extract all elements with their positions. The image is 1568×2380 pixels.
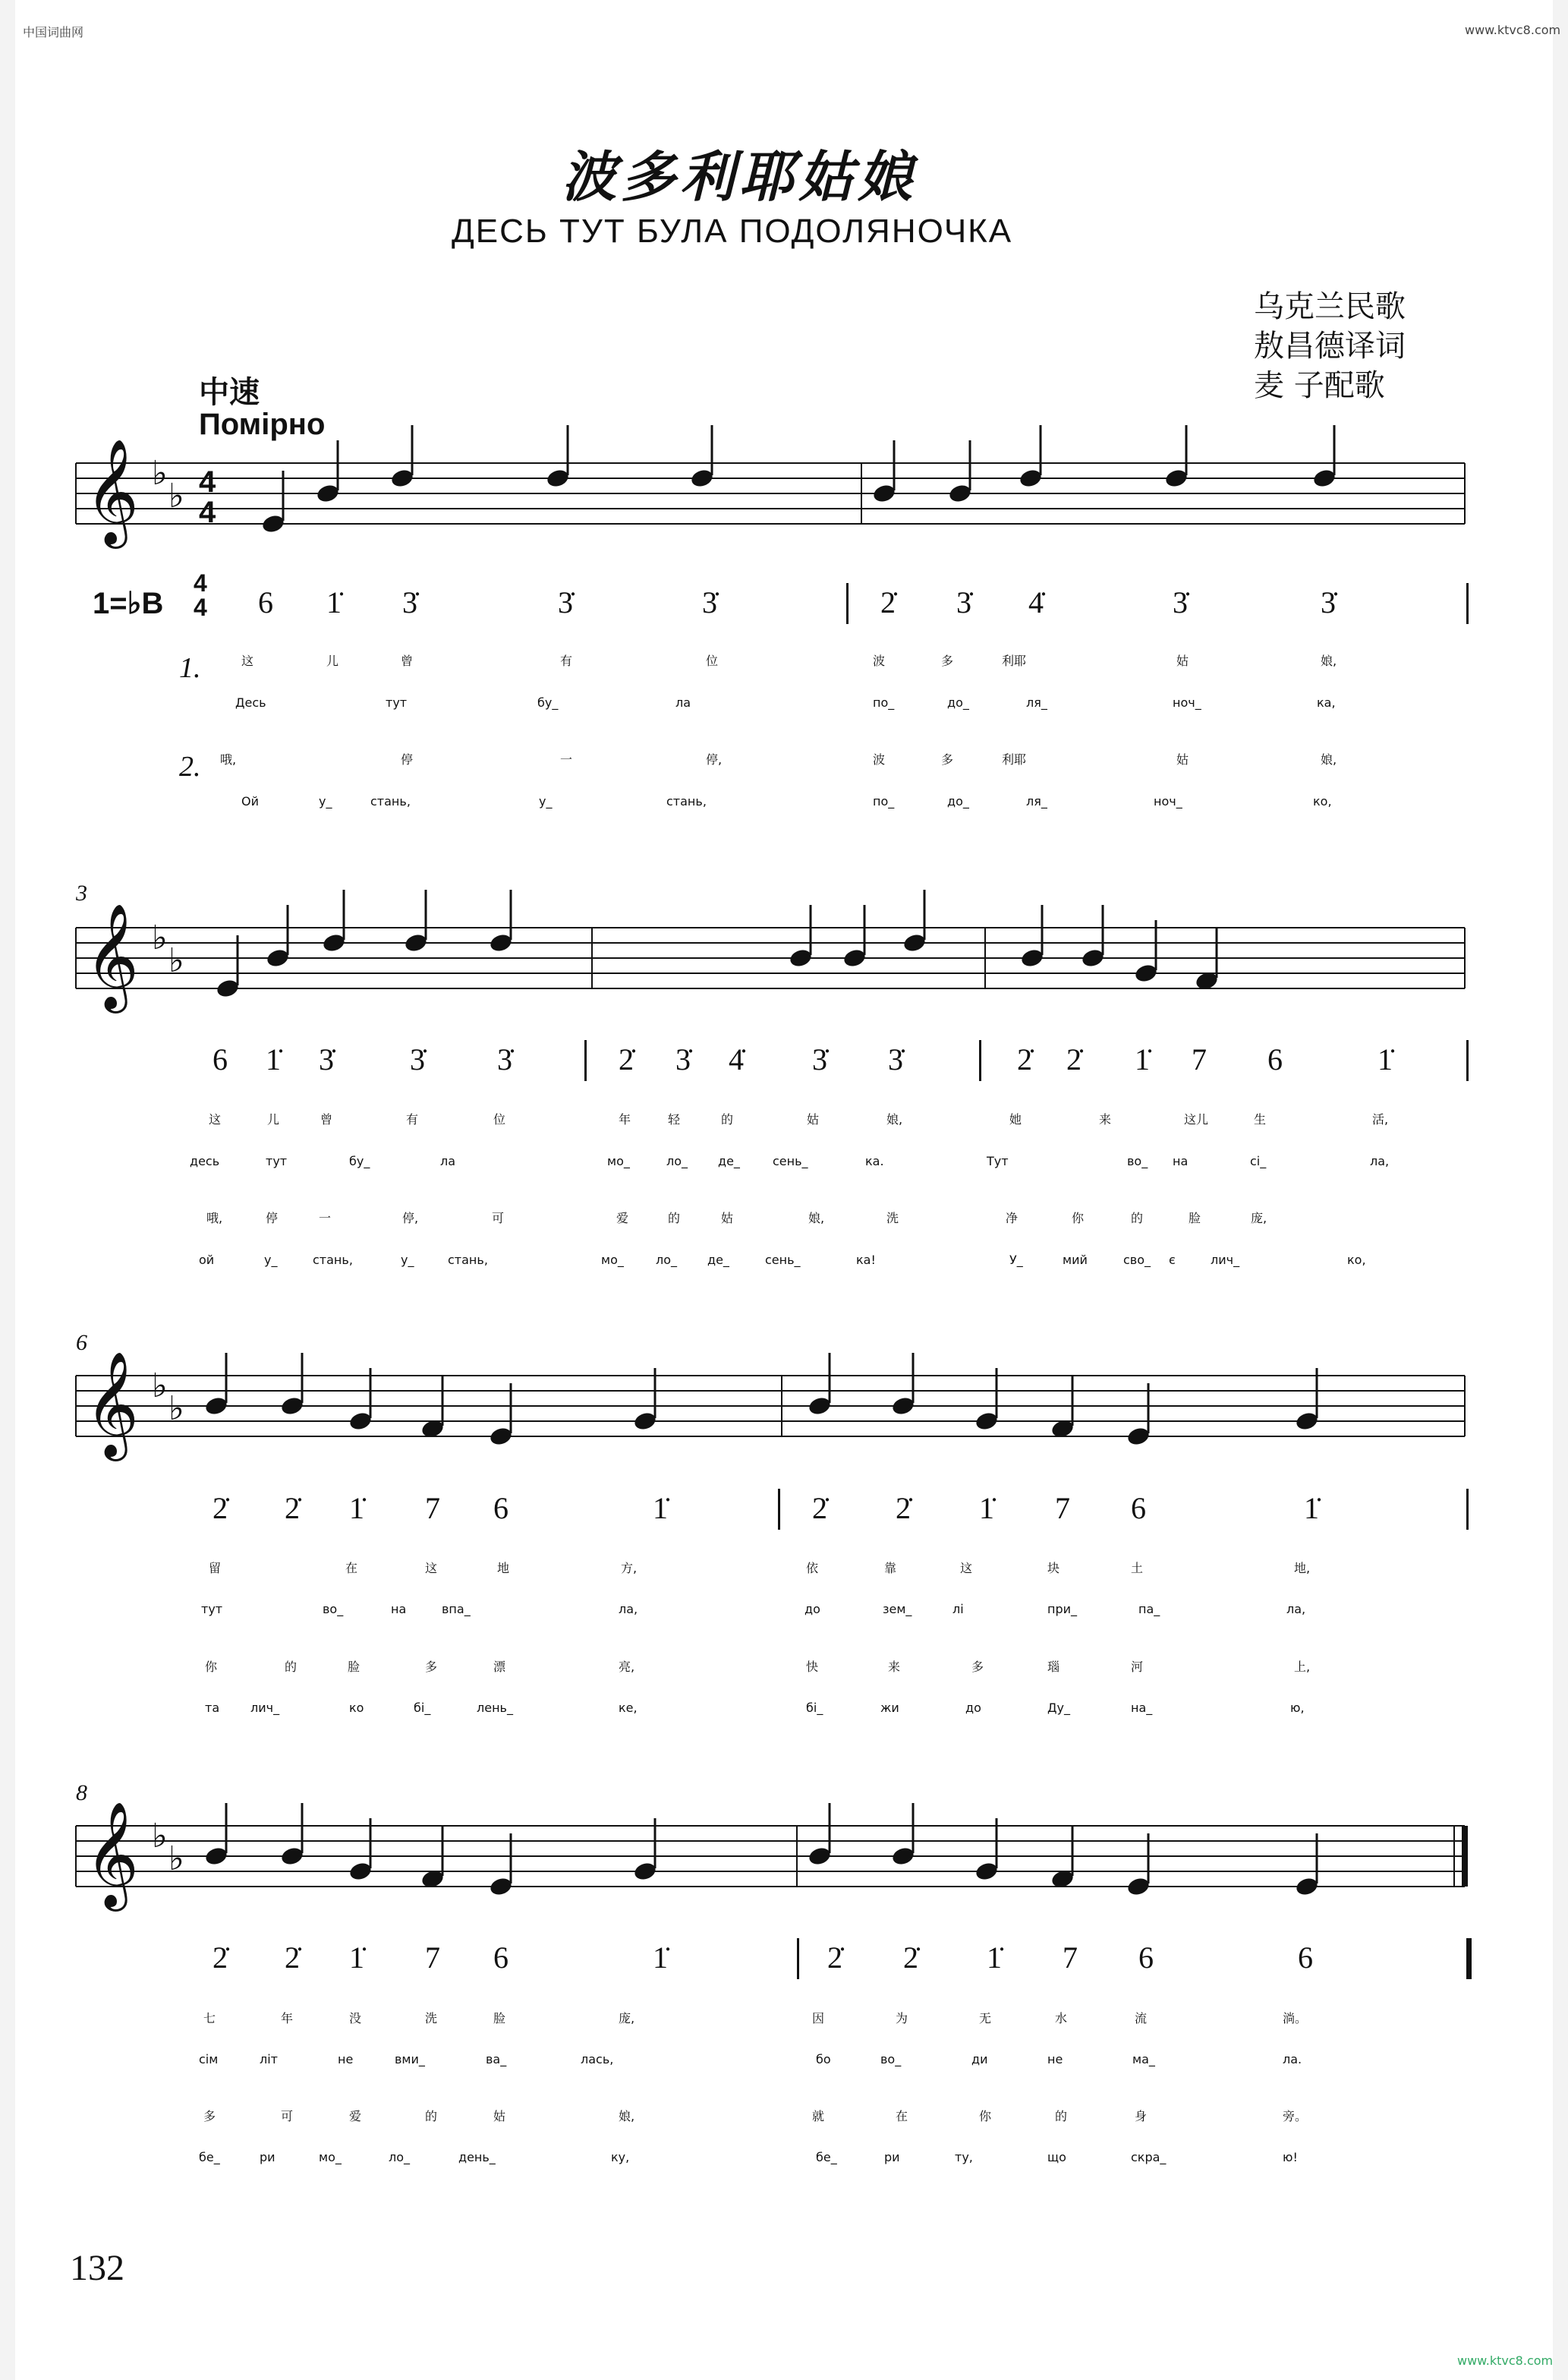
lyric-s3-v1-ua: до (804, 1602, 820, 1616)
watermark-bottom-right: www.ktvc8.com (1457, 2353, 1554, 2368)
lyric-v1-ua: до_ (947, 695, 969, 710)
lyric-s3-v1-ua: тут (201, 1602, 223, 1616)
lyric-s3-v2-ua: та (205, 1701, 220, 1715)
lyric-s3-v1-cn: 土 (1131, 1561, 1144, 1575)
jianpu-note: 7 (1063, 1940, 1078, 1975)
lyric-s3-v2-ua: бі_ (414, 1701, 431, 1715)
jianpu-note: 4̇ (1028, 585, 1044, 619)
flat-sign: ♭ (168, 1840, 184, 1877)
flat-sign: ♭ (168, 478, 184, 515)
lyric-s2-v2-cn: 脸 (1189, 1211, 1201, 1225)
lyric-v2-ua-row: бу_ (349, 1154, 370, 1168)
lyric-s3-v1-cn: 在 (345, 1561, 358, 1575)
lyric-v2-ua: по_ (873, 794, 895, 809)
jianpu-note: 3̇ (319, 1042, 334, 1077)
lyric-s2-v2-ua: сво_ (1123, 1253, 1151, 1267)
page-number: 132 (70, 2248, 124, 2288)
lyric-s2-v2-cn: 一 (319, 1211, 332, 1225)
lyric-v1-cn: 多 (941, 654, 954, 668)
lyric-s2-v2-ua: у_ (401, 1253, 414, 1267)
jianpu-time-signature (194, 571, 207, 619)
lyric-s2-v2-cn: 的 (1131, 1211, 1144, 1225)
jianpu-note: 6 (1298, 1940, 1313, 1975)
lyric-v2-cn-row: 有 (406, 1112, 419, 1127)
jianpu-note: 1̇ (1378, 1042, 1393, 1077)
lyric-v2-cn: 一 (560, 752, 573, 767)
jianpu-note: 3̇ (402, 585, 417, 619)
lyric-s4-v1-ua: не (1047, 2052, 1063, 2066)
jianpu-barline (846, 583, 849, 624)
lyric-v2-cn: 利耶 (1002, 752, 1027, 767)
lyric-s4-v2-cn: 的 (1055, 2109, 1068, 2123)
time-signature-bottom: 4 (199, 496, 216, 529)
lyric-v1-cn: 曾 (401, 654, 414, 668)
lyric-s2-v2-cn: 可 (492, 1211, 505, 1225)
lyric-s2-v2-cn: 停, (402, 1211, 419, 1225)
lyric-s2-v2-ua: сень_ (765, 1253, 801, 1267)
lyric-v2-ua: ля_ (1026, 794, 1047, 809)
lyric-s3-v2-cn: 上, (1294, 1660, 1311, 1674)
lyric-s2-v2-ua: у_ (264, 1253, 278, 1267)
lyric-s4-v2-ua: ту, (955, 2150, 973, 2164)
jianpu-barline (584, 1040, 587, 1081)
lyric-v1-cn: 姑 (1176, 654, 1189, 668)
lyric-s3-v2-ua: ке, (619, 1701, 638, 1715)
lyric-v2-cn-row: 的 (721, 1112, 734, 1127)
lyric-s4-v2-cn: 多 (203, 2109, 216, 2123)
lyric-v1-cn: 娘, (1321, 654, 1337, 668)
lyric-s3-v2-ua: лич_ (250, 1701, 280, 1715)
jianpu-note: 1̇ (266, 1042, 281, 1077)
lyric-s3-v2-cn: 的 (285, 1660, 298, 1674)
lyric-v2-cn-row: 来 (1099, 1112, 1112, 1127)
lyric-s4-v1-ua: ла. (1283, 2052, 1302, 2066)
credit-translator: 敖昌德译词 (1254, 329, 1406, 364)
lyric-s3-v1-cn: 方, (621, 1561, 638, 1575)
lyric-v2-cn: 停, (706, 752, 723, 767)
lyric-s4-v1-cn: 庞, (619, 2011, 635, 2025)
lyric-v2-cn-row: 姑 (807, 1112, 820, 1127)
lyric-s4-v2-ua: день_ (458, 2150, 496, 2164)
jianpu-note: 7 (1192, 1042, 1207, 1077)
lyric-v2-cn-row: 生 (1254, 1112, 1267, 1127)
lyric-s3-v1-cn: 依 (806, 1561, 819, 1575)
lyric-s2-v2-cn: 庞, (1251, 1211, 1267, 1225)
lyric-s2-v2-ua: стань, (448, 1253, 488, 1267)
jianpu-note: 6 (1267, 1042, 1283, 1077)
tempo-cn: 中速 (199, 375, 260, 410)
lyric-s4-v1-ua: вми_ (395, 2052, 425, 2066)
lyric-s3-v1-ua: впа_ (442, 1602, 471, 1616)
lyric-v1-cn: 利耶 (1002, 654, 1027, 668)
lyric-s3-v2-ua: бі_ (806, 1701, 823, 1715)
jianpu-barline (1466, 1938, 1472, 1979)
lyric-s3-v1-cn: 这 (960, 1561, 973, 1575)
lyric-s3-v2-cn: 漂 (493, 1660, 506, 1674)
lyric-s3-v1-cn: 这 (425, 1561, 438, 1575)
jianpu-note: 1̇ (349, 1940, 364, 1975)
lyric-s4-v1-cn: 洗 (425, 2011, 438, 2025)
lyric-s3-v1-ua: па_ (1138, 1602, 1160, 1616)
jianpu-note: 3̇ (956, 585, 971, 619)
lyric-v2-ua-row: сі_ (1250, 1154, 1267, 1168)
jianpu-note: 1̇ (349, 1491, 364, 1525)
lyric-v2-ua-row: тут (266, 1154, 288, 1168)
jianpu-note: 7 (1055, 1491, 1070, 1525)
lyric-s3-v2-ua: на_ (1131, 1701, 1153, 1715)
lyric-v2-ua-row: Тут (987, 1154, 1009, 1168)
lyric-s3-v2-cn: 瑙 (1047, 1660, 1060, 1674)
lyric-s4-v2-ua: мо_ (319, 2150, 342, 2164)
lyric-s4-v1-ua: во_ (880, 2052, 902, 2066)
jianpu-note: 2̇ (1066, 1042, 1082, 1077)
jianpu-note: 2̇ (1017, 1042, 1032, 1077)
lyric-s4-v2-cn: 可 (281, 2109, 294, 2123)
lyric-s2-v2-cn: 你 (1072, 1211, 1085, 1225)
jianpu-note: 3̇ (812, 1042, 827, 1077)
measure-number-6: 6 (76, 1330, 87, 1355)
lyric-v2-ua: стань, (666, 794, 707, 809)
lyric-v1-cn: 波 (873, 654, 886, 668)
lyric-s2-v2-ua: є (1169, 1253, 1176, 1267)
lyric-v2-cn-row: 年 (619, 1112, 631, 1127)
credit-origin: 乌克兰民歌 (1254, 289, 1406, 324)
jianpu-barline (797, 1938, 799, 1979)
lyric-v2-ua: ноч_ (1154, 794, 1182, 809)
credit-arranger: 麦 子配歌 (1254, 368, 1385, 403)
lyric-s4-v2-ua: ри (260, 2150, 276, 2164)
lyric-s3-v2-cn: 脸 (348, 1660, 361, 1674)
key-signature: 1=♭B (93, 587, 164, 620)
jianpu-note: 1̇ (653, 1491, 668, 1525)
lyric-s4-v2-ua: бе_ (816, 2150, 837, 2164)
jianpu-note: 3̇ (558, 585, 573, 619)
lyric-s2-v2-ua: стань, (313, 1253, 353, 1267)
lyric-v2-ua: у_ (319, 794, 332, 809)
lyric-v2-cn-row: 轻 (668, 1112, 681, 1127)
lyric-s2-v2-cn: 净 (1006, 1211, 1019, 1225)
lyric-s3-v1-cn: 靠 (884, 1561, 897, 1575)
lyric-s4-v2-cn: 就 (812, 2109, 825, 2123)
lyric-s3-v1-cn: 块 (1047, 1561, 1060, 1575)
lyric-v2-ua-row: во_ (1127, 1154, 1148, 1168)
jianpu-note: 3̇ (1321, 585, 1336, 619)
jianpu-note: 2̇ (285, 1491, 300, 1525)
measure-number-8: 8 (76, 1780, 87, 1805)
lyric-s4-v2-cn: 身 (1135, 2109, 1148, 2123)
lyric-v1-ua: бу_ (537, 695, 559, 710)
lyric-v2-cn-row: 娘, (886, 1112, 903, 1127)
treble-clef: 𝄞 (85, 1353, 139, 1455)
verse-number-1: 1. (179, 652, 201, 684)
jianpu-note: 1̇ (326, 585, 342, 619)
lyric-s3-v2-cn: 河 (1131, 1660, 1144, 1674)
jianpu-note: 2̇ (285, 1940, 300, 1975)
jianpu-note: 7 (425, 1940, 440, 1975)
lyric-s4-v1-ua: ди (971, 2052, 988, 2066)
lyric-s3-v2-ua: до (965, 1701, 981, 1715)
lyric-v2-cn: 姑 (1176, 752, 1189, 767)
lyric-s4-v1-ua: бо (816, 2052, 831, 2066)
lyric-s2-v2-ua: У_ (1009, 1253, 1023, 1267)
lyric-s4-v1-cn: 年 (281, 2011, 294, 2025)
lyric-s3-v1-cn: 地, (1294, 1561, 1311, 1575)
lyric-s4-v2-cn: 旁。 (1283, 2109, 1308, 2123)
jianpu-note: 2̇ (896, 1491, 911, 1525)
lyric-v2-cn: 娘, (1321, 752, 1337, 767)
jianpu-note: 1̇ (1304, 1491, 1319, 1525)
lyric-s3-v1-ua: лі (952, 1602, 964, 1616)
jianpu-note: 6 (1138, 1940, 1154, 1975)
jianpu-note: 6 (493, 1940, 508, 1975)
lyric-v1-ua: тут (386, 695, 408, 710)
lyric-v2-cn-row: 儿 (267, 1112, 280, 1127)
jianpu-barline (1466, 1040, 1469, 1081)
lyric-v1-ua: Десь (235, 695, 266, 710)
jianpu-note: 2̇ (827, 1940, 842, 1975)
lyric-s3-v1-ua: зем_ (883, 1602, 912, 1616)
lyric-v1-ua: ноч_ (1173, 695, 1201, 710)
verse-number-2: 2. (179, 751, 201, 783)
lyric-s2-v2-cn: 洗 (886, 1211, 899, 1225)
lyric-s4-v2-ua: ри (884, 2150, 900, 2164)
lyric-v2-cn-row: 她 (1009, 1112, 1022, 1127)
tempo-ua: Помірно (199, 408, 326, 441)
treble-clef: 𝄞 (85, 440, 139, 542)
jianpu-note: 2̇ (812, 1491, 827, 1525)
lyric-v2-ua-row: ка. (865, 1154, 884, 1168)
jianpu-note: 6 (493, 1491, 508, 1525)
lyric-s2-v2-ua: мо_ (601, 1253, 624, 1267)
lyric-s4-v2-cn: 的 (425, 2109, 438, 2123)
lyric-v2-ua: до_ (947, 794, 969, 809)
watermark-top-right: www.ktvc8.com (1465, 23, 1561, 37)
jianpu-note: 3̇ (675, 1042, 691, 1077)
lyric-s3-v2-cn: 多 (971, 1660, 984, 1674)
lyric-s4-v1-ua: ва_ (486, 2052, 507, 2066)
lyric-s4-v1-cn: 无 (979, 2011, 992, 2025)
flat-sign: ♭ (152, 455, 168, 492)
lyric-s4-v1-cn: 流 (1135, 2011, 1148, 2025)
lyric-s4-v2-ua: скра_ (1131, 2150, 1167, 2164)
lyric-s4-v2-ua: ку, (611, 2150, 630, 2164)
flat-sign: ♭ (152, 1367, 168, 1404)
lyric-s3-v1-ua: на (391, 1602, 407, 1616)
lyric-s2-v2-cn: 哦, (206, 1211, 223, 1225)
lyric-s2-v2-cn: 停 (266, 1211, 279, 1225)
jianpu-barline (1466, 1489, 1469, 1530)
lyric-s4-v1-cn: 因 (812, 2011, 825, 2025)
lyric-s3-v2-ua: жи (880, 1701, 899, 1715)
lyric-s2-v2-cn: 的 (668, 1211, 681, 1225)
lyric-v2-ua-row: десь (190, 1154, 220, 1168)
jianpu-note: 3̇ (1173, 585, 1188, 619)
watermark-top-left: 中国词曲网 (23, 25, 84, 39)
lyric-s3-v2-ua: ко (349, 1701, 364, 1715)
song-subtitle: ДЕСЬ ТУТ БУЛА ПОДОЛЯНОЧКА (452, 213, 1013, 250)
lyric-v2-cn: 哦, (220, 752, 237, 767)
lyric-v1-cn: 儿 (326, 654, 339, 668)
lyric-v2-ua-row: ла (440, 1154, 456, 1168)
lyric-v2-cn-row: 这 (209, 1112, 222, 1127)
jianpu-note: 1̇ (1135, 1042, 1150, 1077)
flat-sign: ♭ (152, 1817, 168, 1855)
lyric-s4-v2-cn: 在 (896, 2109, 908, 2123)
flat-sign: ♭ (168, 1390, 184, 1427)
lyric-v1-cn: 这 (241, 654, 254, 668)
lyric-v1-ua: ка, (1317, 695, 1336, 710)
lyric-s3-v2-ua: Ду_ (1047, 1701, 1070, 1715)
lyric-s4-v2-ua: бе_ (199, 2150, 220, 2164)
lyric-s3-v2-cn: 亮, (619, 1660, 635, 1674)
jianpu-note: 3̇ (888, 1042, 903, 1077)
treble-clef: 𝄞 (85, 1803, 139, 1905)
lyric-v2-cn-row: 这儿 (1184, 1112, 1209, 1127)
lyric-s4-v1-cn: 脸 (493, 2011, 506, 2025)
lyric-s3-v2-cn: 来 (888, 1660, 901, 1674)
lyric-s3-v2-ua: лень_ (477, 1701, 513, 1715)
jianpu-note: 2̇ (213, 1491, 228, 1525)
lyric-s4-v1-cn: 水 (1055, 2011, 1068, 2025)
lyric-s4-v1-cn: 为 (896, 2011, 908, 2025)
lyric-s2-v2-ua: ло_ (656, 1253, 678, 1267)
lyric-s2-v2-ua: лич_ (1211, 1253, 1240, 1267)
lyric-v2-ua: Ой (241, 794, 259, 809)
lyric-s4-v1-cn: 没 (349, 2011, 362, 2025)
lyric-s4-v1-cn: 七 (203, 2011, 216, 2025)
lyric-s4-v2-cn: 你 (979, 2109, 992, 2123)
lyric-s3-v2-cn: 快 (806, 1660, 819, 1674)
lyric-s4-v2-ua: ю! (1283, 2150, 1298, 2164)
jianpu-note: 6 (213, 1042, 228, 1077)
time-sig-top: 4 (194, 569, 207, 597)
jianpu-note: 7 (425, 1491, 440, 1525)
lyric-s4-v2-cn: 姑 (493, 2109, 506, 2123)
lyric-v2-cn: 多 (941, 752, 954, 767)
lyric-s4-v1-ua: не (338, 2052, 354, 2066)
jianpu-note: 2̇ (619, 1042, 634, 1077)
lyric-v2-cn-row: 活, (1372, 1112, 1389, 1127)
jianpu-note: 2̇ (903, 1940, 918, 1975)
lyric-v1-ua: ла (675, 695, 691, 710)
lyric-v2-ua: у_ (539, 794, 553, 809)
jianpu-note: 6 (1131, 1491, 1146, 1525)
lyric-s4-v1-ua: сім (199, 2052, 219, 2066)
lyric-s3-v1-cn: 地 (497, 1561, 510, 1575)
lyric-s2-v2-ua: де_ (707, 1253, 729, 1267)
lyric-s3-v2-ua: ю, (1290, 1701, 1305, 1715)
lyric-s4-v1-cn: 淌。 (1283, 2011, 1308, 2025)
lyric-s2-v2-ua: ко, (1347, 1253, 1366, 1267)
lyric-s4-v2-cn: 爱 (349, 2109, 362, 2123)
jianpu-note: 3̇ (702, 585, 717, 619)
lyric-s2-v2-ua: ка! (856, 1253, 876, 1267)
jianpu-note: 3̇ (410, 1042, 425, 1077)
time-sig-bottom: 4 (194, 594, 207, 621)
lyric-s2-v2-ua: мий (1063, 1253, 1088, 1267)
lyric-v1-cn: 位 (706, 654, 719, 668)
lyric-s4-v2-ua: що (1047, 2150, 1066, 2164)
jianpu-note: 2̇ (213, 1940, 228, 1975)
song-title: 波多利耶姑娘 (562, 144, 918, 209)
lyric-s4-v1-ua: лась, (581, 2052, 614, 2066)
time-signature-top: 4 (199, 465, 216, 499)
jianpu-note: 3̇ (497, 1042, 512, 1077)
lyric-v2-ua-row: ло_ (666, 1154, 688, 1168)
lyric-s2-v2-cn: 姑 (721, 1211, 734, 1225)
lyric-s3-v1-ua: при_ (1047, 1602, 1078, 1616)
jianpu-barline (1466, 583, 1469, 624)
lyric-v2-ua-row: де_ (718, 1154, 740, 1168)
jianpu-note: 1̇ (987, 1940, 1002, 1975)
lyric-v2-ua: стань, (370, 794, 411, 809)
lyric-v2-ua-row: ла, (1370, 1154, 1390, 1168)
lyric-v1-cn: 有 (560, 654, 573, 668)
jianpu-barline (979, 1040, 981, 1081)
jianpu-note: 6 (258, 585, 273, 619)
treble-clef: 𝄞 (85, 905, 139, 1007)
lyric-v2-cn: 停 (401, 752, 414, 767)
lyric-v2-ua: ко, (1313, 794, 1332, 809)
lyric-s4-v1-ua: ма_ (1132, 2052, 1155, 2066)
lyric-s3-v2-cn: 你 (205, 1660, 218, 1674)
flat-sign: ♭ (168, 942, 184, 979)
lyric-s3-v1-ua: ла, (619, 1602, 638, 1616)
lyric-s2-v2-cn: 娘, (808, 1211, 825, 1225)
lyric-v2-cn: 波 (873, 752, 886, 767)
jianpu-note: 4̇ (729, 1042, 744, 1077)
lyric-v2-ua-row: на (1173, 1154, 1189, 1168)
lyric-s4-v1-ua: літ (260, 2052, 278, 2066)
measure-number-3: 3 (76, 881, 87, 906)
lyric-v2-cn-row: 位 (493, 1112, 506, 1127)
jianpu-barline (778, 1489, 780, 1530)
lyric-s2-v2-cn: 爱 (616, 1211, 629, 1225)
lyric-s3-v1-ua: во_ (323, 1602, 344, 1616)
lyric-s4-v2-cn: 娘, (619, 2109, 635, 2123)
lyric-s2-v2-ua: ой (199, 1253, 215, 1267)
lyric-v2-cn-row: 曾 (320, 1112, 333, 1127)
jianpu-note: 2̇ (880, 585, 896, 619)
lyric-v2-ua-row: сень_ (773, 1154, 808, 1168)
lyric-v2-ua-row: мо_ (607, 1154, 630, 1168)
lyric-s4-v2-ua: ло_ (389, 2150, 411, 2164)
jianpu-note: 1̇ (979, 1491, 994, 1525)
flat-sign: ♭ (152, 919, 168, 957)
lyric-s3-v2-cn: 多 (425, 1660, 438, 1674)
lyric-s3-v1-ua: ла, (1286, 1602, 1306, 1616)
lyric-v1-ua: по_ (873, 695, 895, 710)
lyric-s3-v1-cn: 留 (209, 1561, 222, 1575)
lyric-v1-ua: ля_ (1026, 695, 1047, 710)
jianpu-note: 1̇ (653, 1940, 668, 1975)
